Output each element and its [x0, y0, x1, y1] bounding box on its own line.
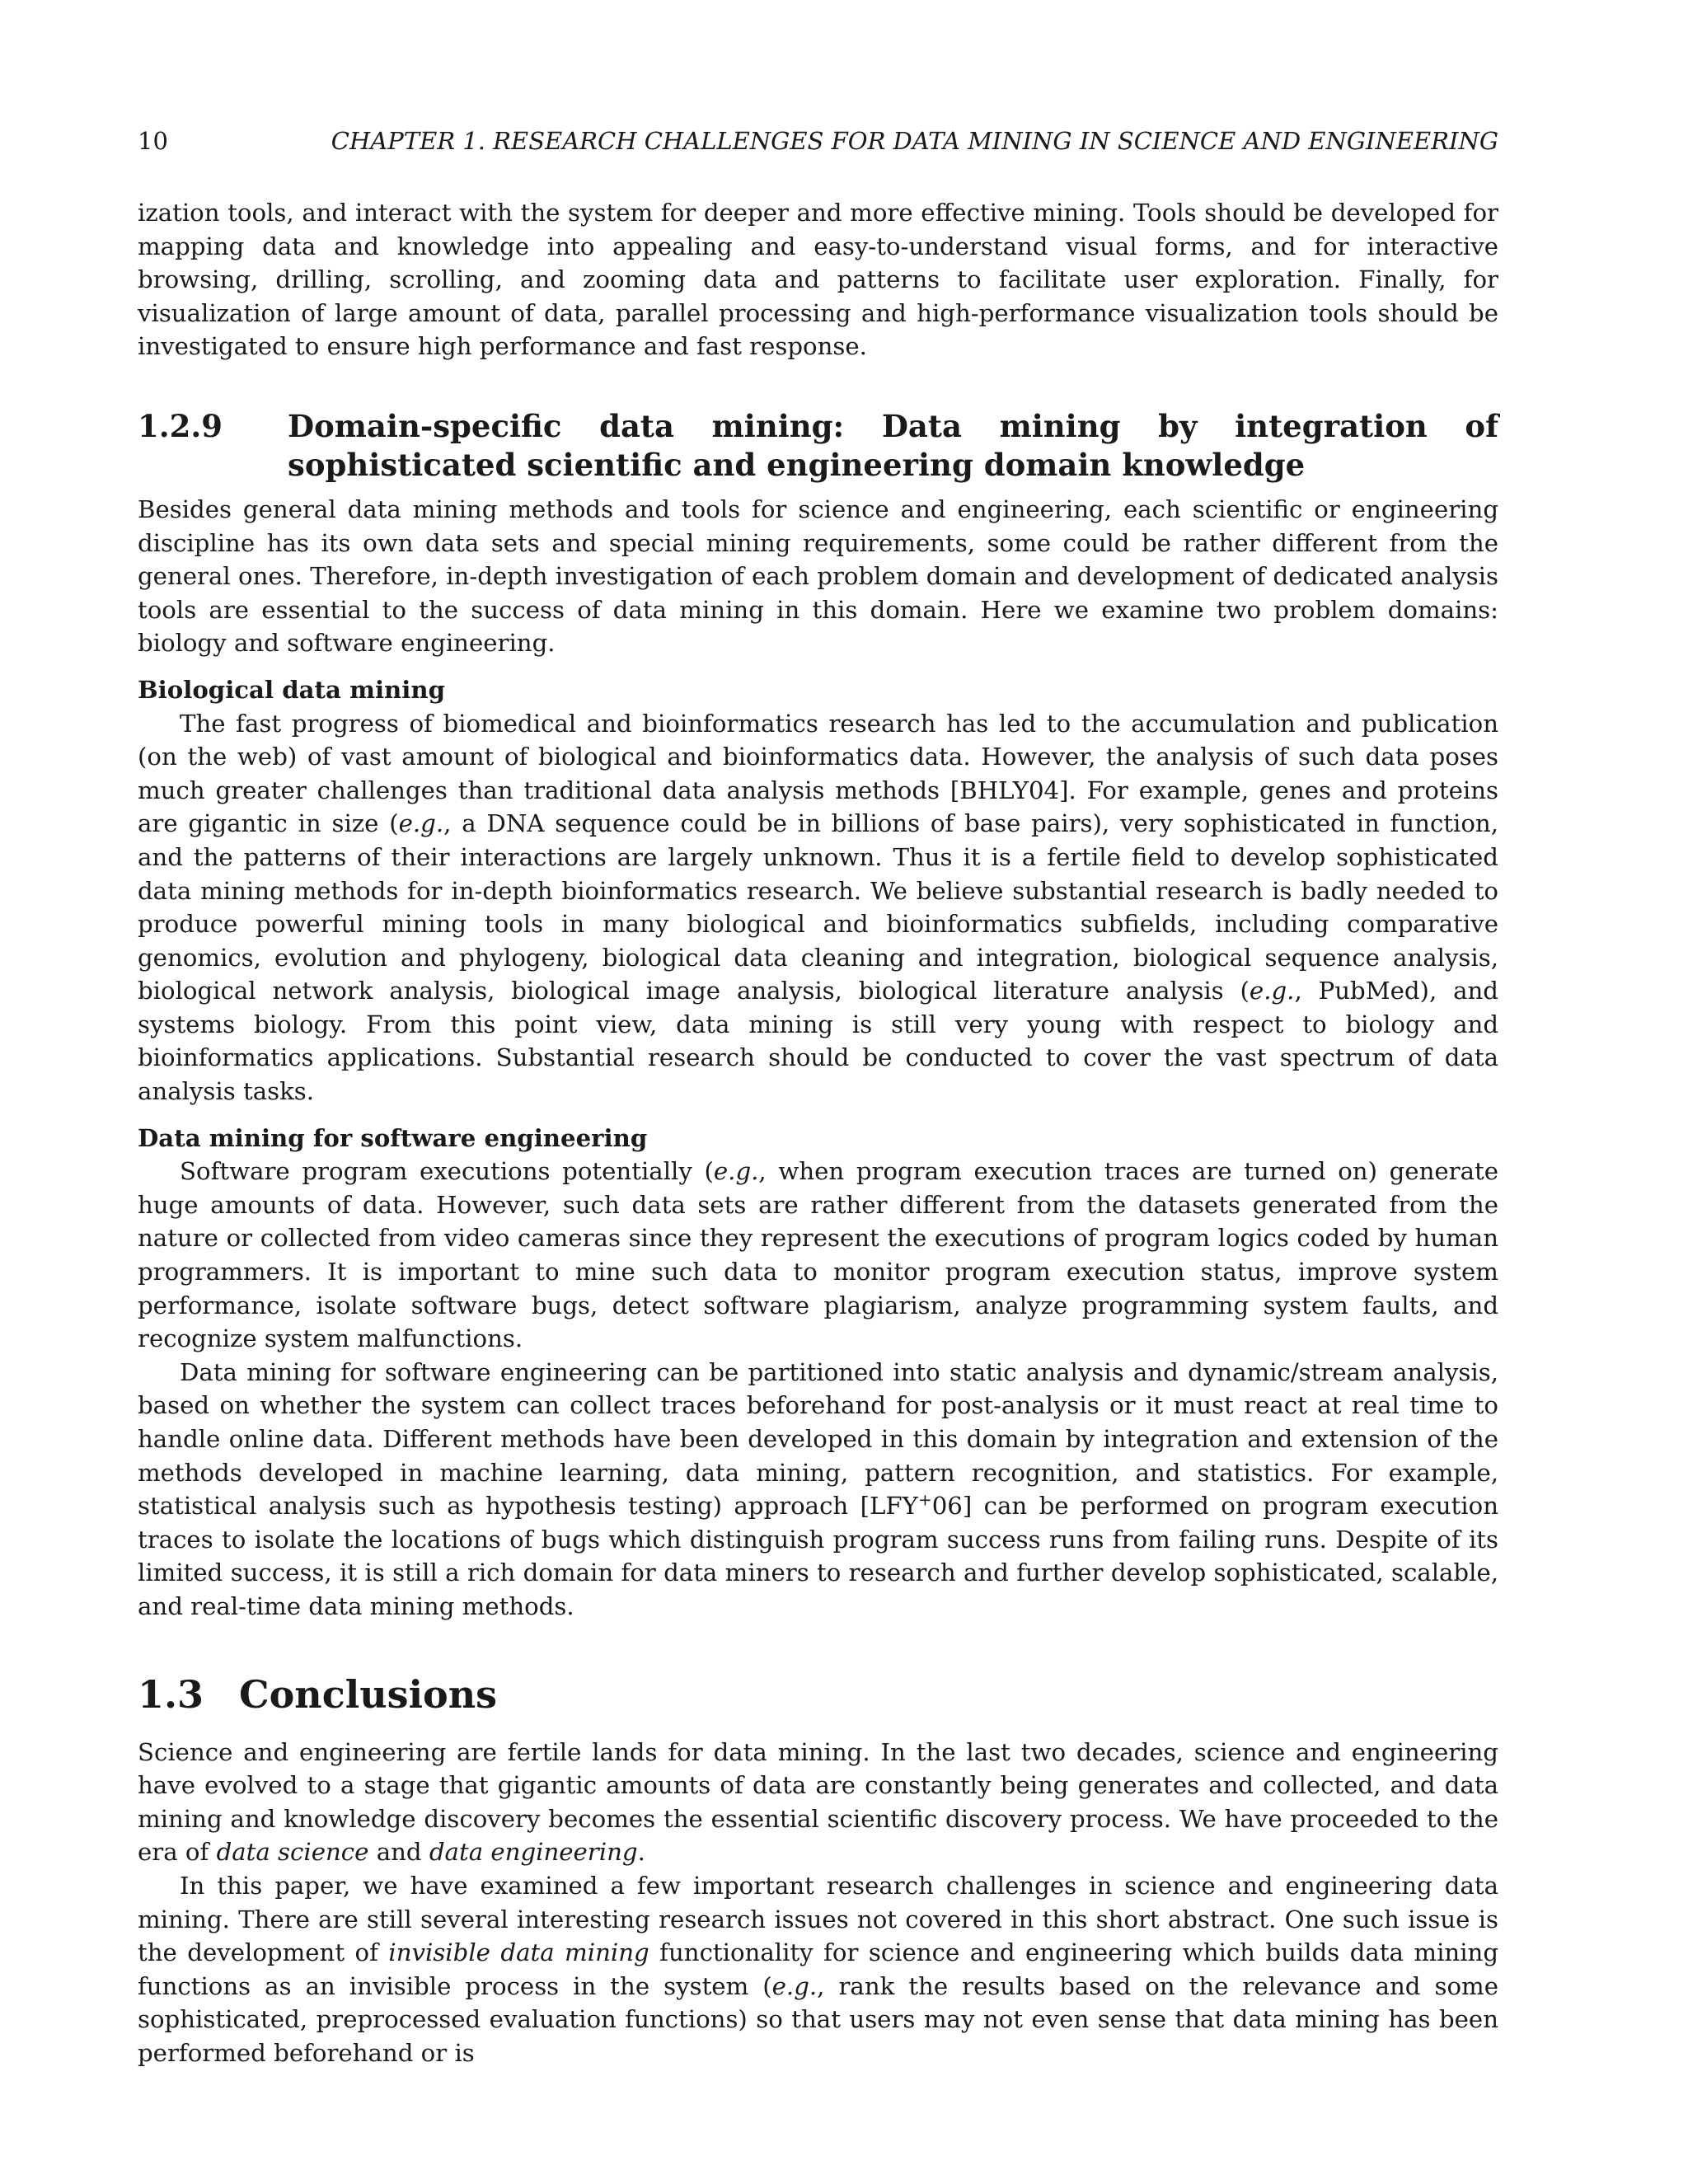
conclusions-paragraph-1: Science and engineering are fertile lands for data mining. In the last two decades, science and engineering have evolved to a stage that gigantic amounts of data are constantly being generates and collected, and data mining and knowledge discovery becomes the essential scientific discovery process. We have proceeded to the era of data science and data engineering. — [138, 1737, 1498, 1867]
software-heading: Data mining for software engineering — [138, 1123, 648, 1152]
conclusions-heading — [138, 1670, 1498, 1719]
section-title: Domain-specific data mining: Data mining by integration of sophisticated scientific and engineering domain knowledge — [288, 407, 1498, 483]
running-header — [138, 124, 1498, 158]
page — [138, 124, 1498, 2070]
section-title: Conclusions — [239, 1671, 498, 1717]
page-number: 10 — [138, 127, 168, 155]
conclusions-paragraph-2: In this paper, we have examined a few important research challenges in science and engineering data mining. There are still several interesting research issues not covered in this short abstract. One such issue is the development of invisible data mining functionality for science and engineering which builds data mining functions as an invisible process in the system (e.g., rank the results based on the relevance and some sophisticated, preprocessed evaluation functions) so that users may not even sense that data mining has been performed beforehand or is — [138, 1871, 1499, 2067]
section-number: 1.3 — [138, 1671, 204, 1717]
software-paragraph-2: Data mining for software engineering can be partitioned into static analysis and dynamic/stream analysis, based on whether the system can collect traces beforehand for post-analysis or it must react at real time to handle online data. Different methods have been developed in this domain by integration and extension of the methods developed in machine learning, data mining, pattern recognition, and statistics. For example, statistical analysis such as hypothesis testing) approach [LFY+06] can be performed on program execution traces to isolate the locations of bugs which distinguish program success runs from failing runs. Despite of its limited success, it is still a rich domain for data miners to research and further develop sophisticated, scalable, and real-time data mining methods. — [138, 1357, 1498, 1620]
section-1-2-9-heading — [138, 407, 1498, 485]
bio-paragraph: The fast progress of biomedical and bioinformatics research has led to the accumulation and publication (on the web) of vast amount of biological and bioinformatics data. However, the analysis of such data poses much greater challenges than traditional data analysis methods [BHLY04]. For example, genes and proteins are gigantic in size (e.g., a DNA sequence could be in billions of base pairs), very sophisticated in function, and the patterns of their interactions are largely unknown. Thus it is a fertile field to develop sophisticated data mining methods for in-depth bioinformatics research. We believe substantial research is badly needed to produce powerful mining tools in many biological and bioinformatics subfields, including comparative genomics, evolution and phylogeny, biological data cleaning and integration, biological sequence analysis, biological network analysis, biological image analysis, biological literature analysis (e.g., PubMed), and systems biology. From this point view, data mining is still very young with respect to biology and bioinformatics applications. Substantial research should be conducted to cover the vast spectrum of data analysis tasks. — [138, 709, 1498, 1106]
running-title: CHAPTER 1. RESEARCH CHALLENGES FOR DATA MINING IN SCIENCE AND ENGINEERING — [331, 127, 1498, 155]
bio-heading: Biological data mining — [138, 675, 445, 704]
intro-paragraph: ization tools, and interact with the system for deeper and more effective mining. Tools should be developed for mapping data and knowledge into appealing and easy-to-understand visual forms, and for interactive browsing, drilling, scrolling, and zooming data and patterns to facilitate user exploration. Finally, for visualization of large amount of data, parallel processing and high-performance visualization tools should be investigated to ensure high performance and fast response. — [138, 199, 1498, 361]
software-paragraph-1: Software program executions potentially (e.g., when program execution traces are turned on) generate huge amounts of data. However, such data sets are rather different from the datasets generated from the nature or collected from video cameras since they represent the executions of program logics coded by human programmers. It is important to mine such data to monitor program execution status, improve system performance, isolate software bugs, detect software plagiarism, analyze programming system faults, and recognize system malfunctions. — [138, 1157, 1498, 1353]
section-number: 1.2.9 — [138, 407, 223, 444]
section-1-2-9-paragraph: Besides general data mining methods and tools for science and engineering, each scientific or engineering discipline has its own data sets and special mining requirements, some could be rather different from the general ones. Therefore, in-depth investigation of each problem domain and development of dedicated analysis tools are essential to the success of data mining in this domain. Here we examine two problem domains: biology and software engineering. — [138, 494, 1498, 658]
